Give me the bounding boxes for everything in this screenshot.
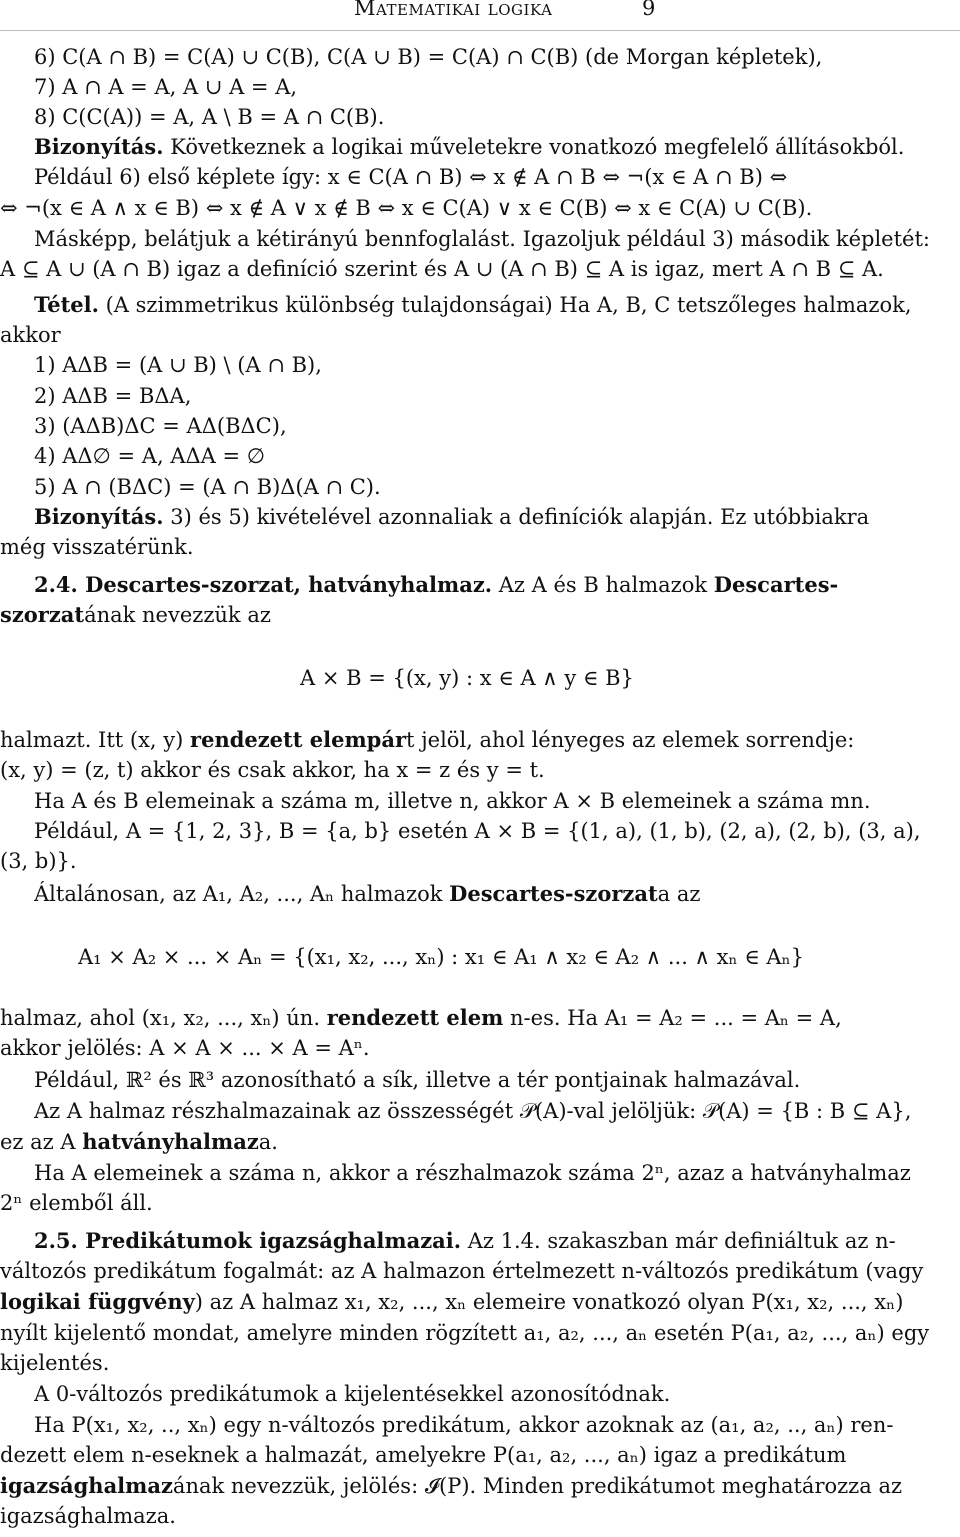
text-line [0,1129,940,1155]
text-run: ⇔ ¬(x ∈ A ∧ x ∈ B) ⇔ x ∉ A ∨ x ∉ B ⇔ x ∈ C(A) ∨ x ∈ C(B) ⇔ x ∈ C(A) ∪ C(B). [0,196,813,220]
text-line [78,944,940,970]
bold-term: igazsághalmaz [0,1473,173,1498]
text-line [34,504,940,530]
text-line [34,572,940,598]
text-run: akkor [0,323,61,347]
text-line [0,322,940,348]
text-run: Következnek a logikai műveletekre vonatkozó megfelelő állításokból. [163,135,905,159]
text-run: Az 1.4. szakaszban már definiáltuk az n- [461,1229,896,1253]
text-run: t jelöl, ahol lényeges az elemek sorrendje: [406,728,855,752]
text-line [34,1381,940,1407]
text-line [0,195,940,221]
text-run: ának nevezzük az [84,603,271,627]
text-line [0,1190,940,1216]
text-run: ának nevezzük, jelölés: 𝓘(P). Minden predikátumot meghatározza az [172,1474,903,1498]
text-line [34,1412,940,1438]
text-line [34,104,940,130]
text-line [34,44,940,70]
text-run: (x, y) = (z, t) akkor és csak akkor, ha x = z és y = t. [0,758,545,782]
text-line [0,727,940,753]
text-run: változós predikátum fogalmát: az A halmazon értelmezett n-változós predikátum (vagy [0,1259,924,1283]
bold-term: Descartes-szorzat [449,881,658,906]
text-run: Általánosan, az A₁, A₂, ..., Aₙ halmazok [34,882,450,906]
bold-term: Bizonyítás. [34,504,164,529]
text-line [300,665,940,691]
text-run: 8) C(C(A)) = A, A \ B = A ∩ C(B). [34,105,385,129]
text-run: A₁ × A₂ × ... × Aₙ = {(x₁, x₂, ..., xₙ) : x₁ ∈ A₁ ∧ x₂ ∈ A₂ ∧ ... ∧ xₙ ∈ Aₙ} [78,945,805,969]
text-line [34,292,940,318]
text-line [0,848,940,874]
text-run: Például, ℝ² és ℝ³ azonosítható a sík, illetve a tér pontjainak halmazával. [34,1068,801,1092]
header-title: Matematikai logika [354,0,553,20]
text-run: 3) és 5) kivételével azonnaliak a definíciók alapján. Ez utóbbiakra [163,505,870,529]
bold-term: Bizonyítás. [34,134,164,159]
bold-term: rendezett elempár [190,727,407,752]
text-run: 6) C(A ∩ B) = C(A) ∪ C(B), C(A ∪ B) = C(A) ∩ C(B) (de Morgan képletek), [34,45,823,69]
text-run: kijelentés. [0,1351,110,1375]
header-rule [0,30,960,31]
text-run: ) az A halmaz x₁, x₂, ..., xₙ elemeire vonatkozó olyan P(x₁, x₂, ..., xₙ) [194,1290,904,1314]
text-run: a az [657,882,701,906]
text-run: 7) A ∩ A = A, A ∪ A = A, [34,75,298,99]
text-run: (3, b)}. [0,849,77,873]
text-line [0,1320,940,1346]
text-line [0,1005,940,1031]
text-run: a. [258,1130,278,1154]
text-line [0,534,940,560]
text-line [0,1289,940,1315]
text-run: Ha A és B elemeinak a száma m, illetve n, akkor A × B elemeinek a száma mn. [34,789,871,813]
bold-term: Descartes- [713,572,839,597]
text-line [34,226,940,252]
text-run: akkor jelölés: A × A × ... × A = Aⁿ. [0,1036,370,1060]
text-run: Másképp, belátjuk a kétirányú bennfoglalást. Igazoljuk például 3) második képletét: [34,227,930,251]
text-line [34,164,940,190]
text-line [34,383,940,409]
text-line [0,1258,940,1284]
text-line [34,788,940,814]
text-line [34,474,940,500]
bold-term: logikai függvény [0,1289,195,1314]
text-line [34,134,940,160]
text-line [34,443,940,469]
bold-term: 2.4. Descartes-szorzat, hatványhalmaz. [34,572,493,597]
bold-term: Tétel. [34,292,99,317]
text-run: A × B = {(x, y) : x ∈ A ∧ y ∈ B} [300,666,634,690]
text-run: (A szimmetrikus különbség tulajdonságai) Ha A, B, C tetszőleges halmazok, [98,293,912,317]
text-run: Ha A elemeinek a száma n, akkor a részhalmazok száma 2ⁿ, azaz a hatványhalmaz [34,1161,911,1185]
text-run: halmaz, ahol (x₁, x₂, ..., xₙ) ún. [0,1006,327,1030]
text-run: n-es. Ha A₁ = A₂ = ... = Aₙ = A, [503,1006,842,1030]
text-line [0,1473,940,1499]
bold-term: szorzat [0,602,85,627]
text-line [0,1350,940,1376]
text-line [0,1035,940,1061]
text-line [34,1098,940,1124]
page-number: 9 [642,0,656,20]
bold-term: rendezett elem [326,1005,504,1030]
text-run: 5) A ∩ (BΔC) = (A ∩ B)Δ(A ∩ C). [34,475,381,499]
text-line [34,818,940,844]
text-line [34,881,940,907]
running-header [354,0,674,20]
text-run: 2ⁿ elemből áll. [0,1191,153,1215]
text-run: 4) AΔ∅ = A, AΔA = ∅ [34,444,266,468]
text-run: A ⊆ A ∪ (A ∩ B) igaz a definíció szerint és A ∪ (A ∩ B) ⊆ A is igaz, mert A ∩ B ⊆ A. [0,257,884,281]
text-line [34,1067,940,1093]
text-run: 1) AΔB = (A ∪ B) \ (A ∩ B), [34,353,322,377]
text-run: Például 6) első képlete így: x ∈ C(A ∩ B) ⇔ x ∉ A ∩ B ⇔ ¬(x ∈ A ∩ B) ⇔ [34,165,788,189]
text-run: Az A és B halmazok [492,573,714,597]
text-run: Például, A = {1, 2, 3}, B = {a, b} esetén A × B = {(1, a), (1, b), (2, a), (2, b), (3, a), [34,819,921,843]
text-run: 3) (AΔB)ΔC = AΔ(BΔC), [34,414,287,438]
bold-term: hatványhalmaz [82,1129,259,1154]
text-run: A 0-változós predikátumok a kijelentésekkel azonosítódnak. [34,1382,671,1406]
text-line [34,413,940,439]
text-run: Az A halmaz részhalmazainak az összességét 𝒫(A)-val jelöljük: 𝒫(A) = {B : B ⊆ A}, [34,1099,912,1123]
text-line [0,1503,940,1529]
text-line [0,1442,940,1468]
text-run: ez az A [0,1130,83,1154]
text-line [34,1228,940,1254]
text-run: Ha P(x₁, x₂, .., xₙ) egy n-változós predikátum, akkor azoknak az (a₁, a₂, .., aₙ) ren- [34,1413,894,1437]
text-line [0,256,940,282]
text-line [0,757,940,783]
text-run: halmazt. Itt (x, y) [0,728,191,752]
text-line [34,74,940,100]
text-line [0,602,940,628]
text-run: dezett elem n-eseknek a halmazát, amelyekre P(a₁, a₂, ..., aₙ) igaz a predikátum [0,1443,847,1467]
text-line [34,352,940,378]
text-run: nyílt kijelentő mondat, amelyre minden rögzített a₁, a₂, ..., aₙ esetén P(a₁, a₂, ..., aₙ) egy [0,1321,930,1345]
bold-term: 2.5. Predikátumok igazsághalmazai. [34,1228,462,1253]
text-line [34,1160,940,1186]
text-run: 2) AΔB = BΔA, [34,384,192,408]
text-run: igazsághalmaza. [0,1504,176,1528]
text-run: még visszatérünk. [0,535,194,559]
